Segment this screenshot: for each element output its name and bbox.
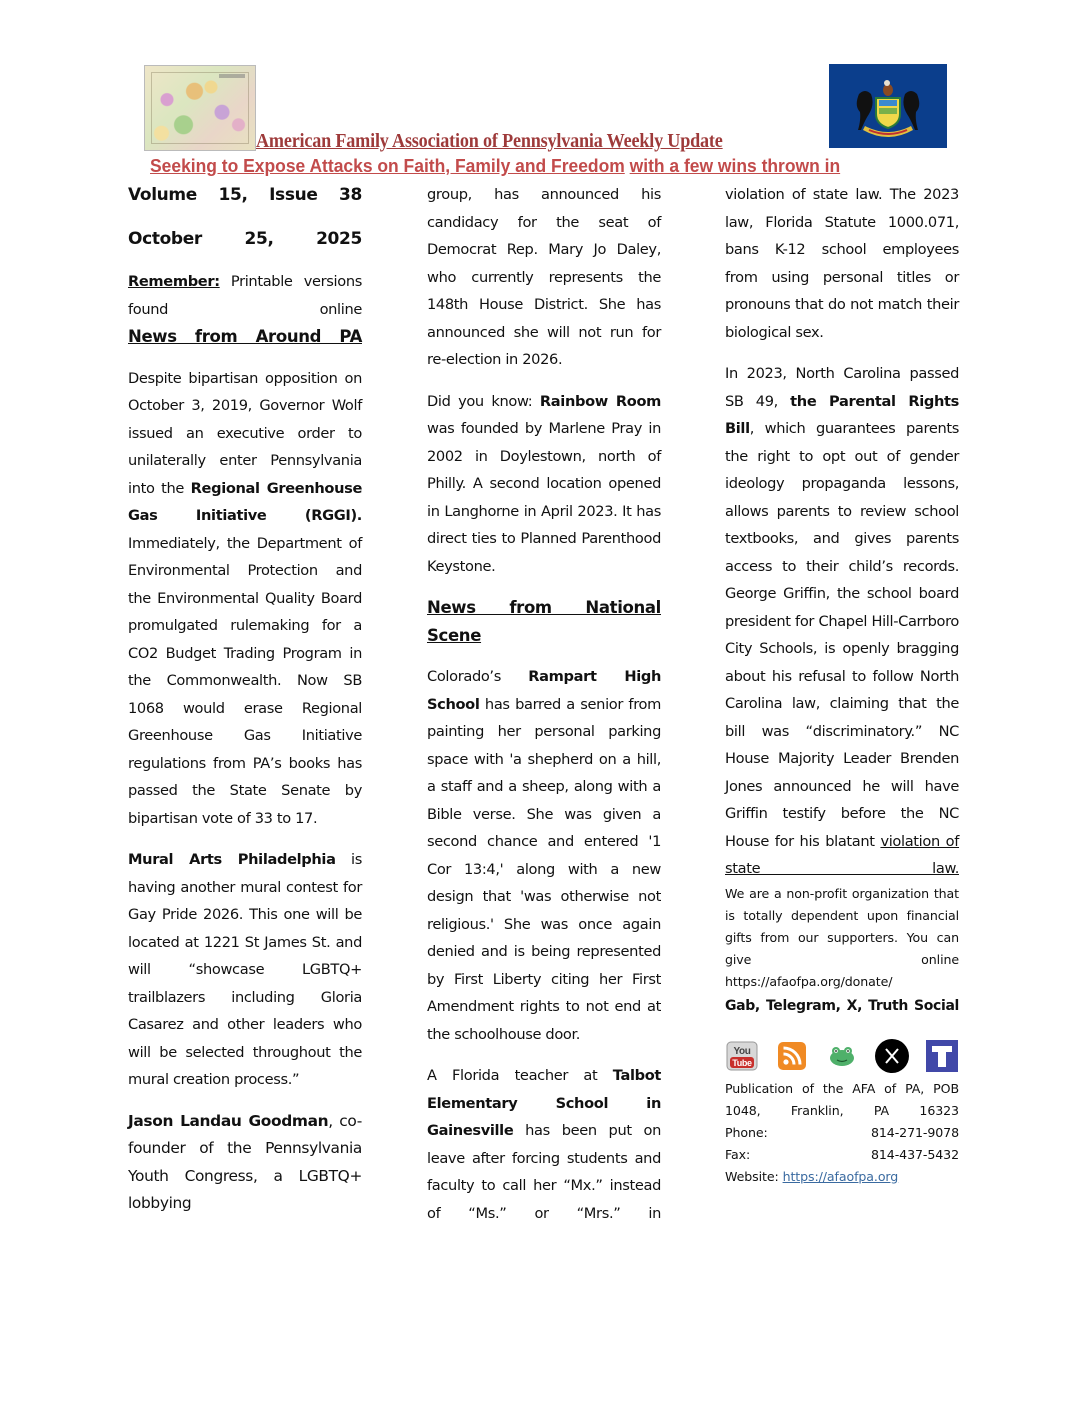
article-rainbow [427, 388, 661, 581]
column-1 [128, 181, 362, 1218]
remember-text: Printable versions found online [128, 273, 362, 318]
pob-number: 1048, [725, 1103, 761, 1118]
column-2 [427, 181, 661, 1227]
goodman-bold: Jason Landau Goodman [128, 1111, 329, 1130]
svg-text:You: You [733, 1046, 751, 1057]
nonprofit-notice [725, 883, 959, 993]
gab-frog-icon[interactable] [825, 1040, 859, 1072]
nc-bold: the Parental Rights Bill [725, 392, 959, 437]
rggi-text-after: Immediately, the Department of Environmental Protection and the Environmental Quality Board promulgated rulemaking for a CO2 Budget Trading Program in the Commonwealth. Now SB 1068 would erase Regional Greenhouse Gas Initiative regulations from PA’s books has passed the State Senate by bipartisan vote of 33 to 17. [128, 534, 362, 827]
social-icons [725, 1034, 959, 1078]
newsletter-subtitle [150, 156, 840, 177]
section-heading-pa: News from Around PA [128, 327, 362, 346]
remember-label: Remember: [128, 273, 220, 290]
rampart-text-after: has barred a senior from painting her personal parking space with 'a shepherd on a hill, a staff and a sheep, along with a Bible verse. She was given a second chance and entered '1 Cor 13:4,' along with a new design that 'was otherwise not religious.' She was once again denied and is being represented by First Liberty citing her First Amendment rights to not end at the schoolhouse door. [427, 695, 661, 1043]
issue-date: October 25, 2025 [128, 228, 362, 249]
fax-value: 814-437-5432 [870, 1147, 959, 1162]
publication-address [725, 1100, 959, 1122]
contact-info [725, 1078, 959, 1188]
youtube-icon[interactable] [725, 1040, 759, 1072]
rainbow-bold: Rainbow Room [539, 392, 661, 410]
social-label: Gab, Telegram, X, Truth Social [725, 997, 959, 1014]
article-florida-cont: violation of state law. The 2023 law, Florida Statute 1000.071, bans K-12 school employees from using personal titles or pronouns that do not match their biological sex. [725, 186, 959, 341]
florida-text-after: has been put on leave after forcing students and faculty to call her “Mx.” instead of “Ms.” or “Mrs.” in [427, 1122, 661, 1222]
phone-value[interactable]: 814-271-9078 [870, 1125, 959, 1140]
florida-text-before: A Florida teacher at [427, 1067, 613, 1084]
rainbow-text-after: was founded by Marlene Pray in 2002 in Doylestown, north of Philly. A second location opened in Langhorne in April 2023. It has direct ties to Planned Parenthood Keystone. [427, 420, 661, 575]
pennsylvania-map-logo [144, 65, 256, 151]
nonprofit-text: We are a non-profit organization that is totally dependent upon financial gifts from our supporters. You can give online [725, 885, 959, 967]
fax-row [725, 1144, 959, 1166]
article-rggi [128, 365, 362, 833]
rampart-text-before: Colorado’s [427, 668, 529, 685]
map-frame [151, 72, 249, 144]
article-mural [128, 846, 362, 1094]
article-nc [725, 360, 959, 883]
state: PA [873, 1103, 890, 1118]
volume-issue: Volume 15, Issue 38 [128, 185, 362, 205]
phone-row [725, 1122, 959, 1144]
donate-url[interactable]: https://afaofpa.org/donate/ [725, 973, 893, 989]
website-link[interactable]: https://afaofpa.org [782, 1169, 899, 1184]
rggi-text-before: Despite bipartisan opposition on October 3, 2019, Governor Wolf issued an executive order to unilaterally enter Pennsylvania into the [128, 369, 362, 497]
svg-text:Tube: Tube [732, 1058, 752, 1068]
truth-social-icon[interactable] [925, 1040, 959, 1072]
pennsylvania-flag-icon [829, 64, 947, 148]
subtitle-part2: with a few wins thrown in [629, 156, 841, 176]
website-row [725, 1166, 959, 1188]
rainbow-text-before: Did you know: [427, 392, 540, 410]
nc-text-before: In 2023, North Carolina passed SB 49, [725, 365, 959, 410]
mural-text: is having another mural contest for Gay Pride 2026. This one will be located at 1221 St James St. and will “showcase LGBTQ+ trailblazers including Gloria Casarez and other leaders who will be selected throughout the mural creation process.” [128, 851, 362, 1088]
rampart-bold: Rampart High School [427, 668, 661, 713]
publication-line1: Publication of the AFA of PA, POB [725, 1081, 959, 1096]
city: Franklin, [790, 1103, 844, 1118]
rss-icon[interactable] [775, 1040, 809, 1072]
article-goodman-cont: group, has announced his candidacy for the seat of Democrat Rep. Mary Jo Daley, who currently represents the 148th House District. She has announced she will not run for re-election in 2026. [427, 186, 661, 368]
mural-bold: Mural Arts Philadelphia [128, 851, 336, 868]
website-label: Website: [725, 1169, 783, 1184]
nc-underlined: violation of state law. [725, 832, 960, 877]
map-title-mark [219, 74, 245, 78]
article-goodman [128, 1108, 362, 1218]
x-icon[interactable] [875, 1040, 909, 1072]
remember-note [128, 268, 362, 323]
goodman-text: , co-founder of the Pennsylvania Youth Congress, a LGBTQ+ lobbying [128, 1111, 362, 1212]
fax-label: Fax: [725, 1147, 751, 1162]
florida-bold: Talbot Elementary School in Gainesville [427, 1067, 661, 1139]
subtitle-part1: Seeking to Expose Attacks on Faith, Family and Freedom [150, 156, 625, 176]
article-rampart [427, 663, 661, 1048]
section-heading-national: News from National Scene [427, 598, 661, 645]
rggi-bold: Regional Greenhouse Gas Initiative (RGGI). [128, 479, 362, 524]
nc-text-middle: , which guarantees parents the right to opt out of gender ideology propaganda lessons, allows parents to review school textbooks, and gives parents access to their child’s records. George Griffin, the school board president for Chapel Hill-Carrboro City Schools, is openly bragging about his refusal to follow North Carolina law, claiming that the bill was “discriminatory.” NC House Majority Leader Brenden Jones announced he will have Griffin testify before the NC House for his blatant [725, 420, 959, 850]
zip: 16323 [919, 1103, 959, 1118]
phone-label: Phone: [725, 1125, 768, 1140]
article-florida [427, 1062, 661, 1227]
newsletter-title: American Family Association of Pennsylvania Weekly Update [256, 131, 723, 152]
column-3 [725, 181, 959, 1188]
